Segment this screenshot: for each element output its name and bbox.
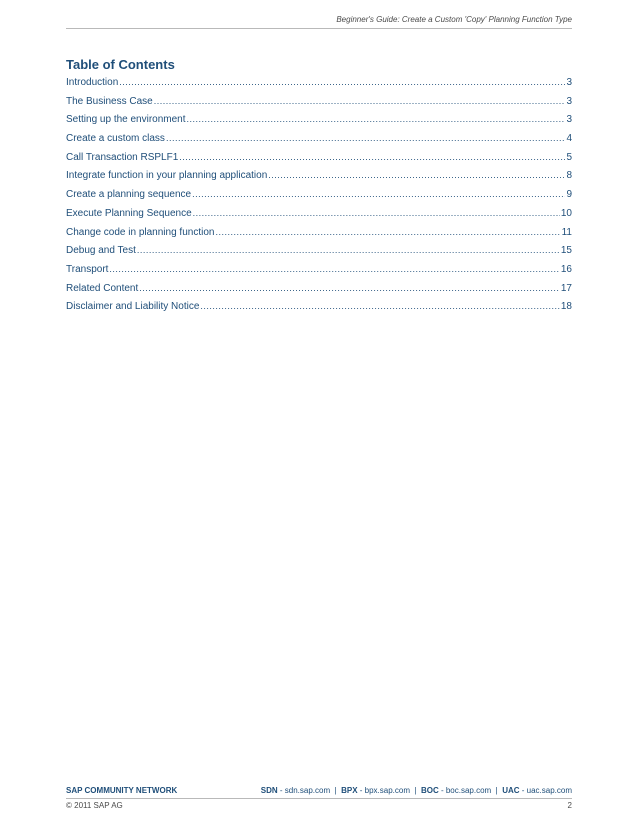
- toc-entry-page: 4: [566, 133, 572, 145]
- toc-entry-page: 15: [560, 245, 572, 257]
- toc-entry-related-content[interactable]: [66, 283, 572, 302]
- toc-entry-page: 5: [566, 151, 572, 163]
- footer-brand: SAP COMMUNITY NETWORK: [66, 786, 178, 795]
- toc-entry-change-code[interactable]: [66, 227, 572, 246]
- footer-links: SDN - sdn.sap.com | BPX - bpx.sap.com | BOC - boc.sap.com | UAC - uac.sap.com: [260, 786, 572, 795]
- page-footer: [66, 786, 572, 811]
- dot-leader: [268, 170, 565, 180]
- toc-entry-page: 16: [560, 263, 572, 275]
- toc-entry-page: 10: [560, 207, 572, 219]
- toc-entry-label: Call Transaction RSPLF1: [66, 151, 179, 163]
- toc-entry-page: 18: [560, 301, 572, 313]
- toc-entry-label: Transport: [66, 263, 109, 275]
- dot-leader: [193, 208, 560, 218]
- toc-entry-create-planning-sequence[interactable]: [66, 189, 572, 208]
- dot-leader: [139, 283, 560, 293]
- footer-link-bpx[interactable]: bpx.sap.com: [364, 786, 410, 795]
- toc-entry-page: 11: [561, 226, 572, 238]
- footer-link-name: SDN: [260, 786, 278, 795]
- toc-entry-introduction[interactable]: [66, 77, 572, 96]
- toc-entry-debug-and-test[interactable]: [66, 245, 572, 264]
- toc-entry-create-custom-class[interactable]: [66, 133, 572, 152]
- dot-leader: [137, 245, 560, 255]
- toc-entry-label: Execute Planning Sequence: [66, 207, 192, 219]
- footer-link-uac[interactable]: uac.sap.com: [526, 786, 572, 795]
- toc-entry-label: Setting up the environment: [66, 114, 186, 126]
- toc-entry-label: Disclaimer and Liability Notice: [66, 301, 200, 313]
- toc-entry-execute-planning-sequence[interactable]: [66, 208, 572, 227]
- footer-copyright: © 2011 SAP AG: [66, 801, 123, 810]
- dot-leader: [215, 227, 560, 237]
- dot-leader: [154, 96, 566, 106]
- toc-entry-disclaimer[interactable]: [66, 301, 572, 320]
- dot-leader: [179, 152, 565, 162]
- toc-entry-transport[interactable]: [66, 264, 572, 283]
- toc-entry-page: 3: [566, 77, 572, 88]
- toc-entry-setting-up-environment[interactable]: [66, 114, 572, 133]
- toc-entry-label: Change code in planning function: [66, 226, 215, 238]
- toc-entry-label: Related Content: [66, 282, 139, 294]
- footer-link-name: UAC: [502, 786, 520, 795]
- toc-entry-business-case[interactable]: [66, 96, 572, 115]
- toc-entry-label: Introduction: [66, 77, 119, 88]
- toc-entry-page: 9: [566, 189, 572, 201]
- toc-entry-call-transaction[interactable]: [66, 152, 572, 171]
- header-title: Beginner's Guide: Create a Custom 'Copy' Planning Function Type: [336, 15, 572, 24]
- dot-leader: [119, 77, 565, 87]
- dot-leader: [109, 264, 559, 274]
- footer-link-boc[interactable]: boc.sap.com: [445, 786, 492, 795]
- toc-entry-integrate-function[interactable]: [66, 170, 572, 189]
- dot-leader: [166, 133, 566, 143]
- dot-leader: [187, 114, 566, 124]
- dot-leader: [200, 301, 559, 311]
- toc-entry-label: Create a custom class: [66, 133, 165, 145]
- toc-entry-page: 3: [566, 95, 572, 107]
- toc-entry-label: The Business Case: [66, 95, 153, 107]
- table-of-contents: [66, 77, 572, 320]
- footer-page-number: 2: [567, 801, 572, 810]
- toc-entry-label: Create a planning sequence: [66, 189, 192, 201]
- toc-title: Table of Contents: [66, 57, 175, 72]
- footer-link-name: BOC: [420, 786, 439, 795]
- toc-entry-label: Debug and Test: [66, 245, 136, 257]
- toc-entry-page: 17: [560, 282, 572, 294]
- dot-leader: [192, 189, 565, 199]
- toc-entry-page: 3: [566, 114, 572, 126]
- page-header: [66, 14, 572, 29]
- footer-link-sdn[interactable]: sdn.sap.com: [284, 786, 331, 795]
- toc-entry-page: 8: [566, 170, 572, 182]
- toc-entry-label: Integrate function in your planning application: [66, 170, 268, 182]
- footer-link-name: BPX: [341, 786, 358, 795]
